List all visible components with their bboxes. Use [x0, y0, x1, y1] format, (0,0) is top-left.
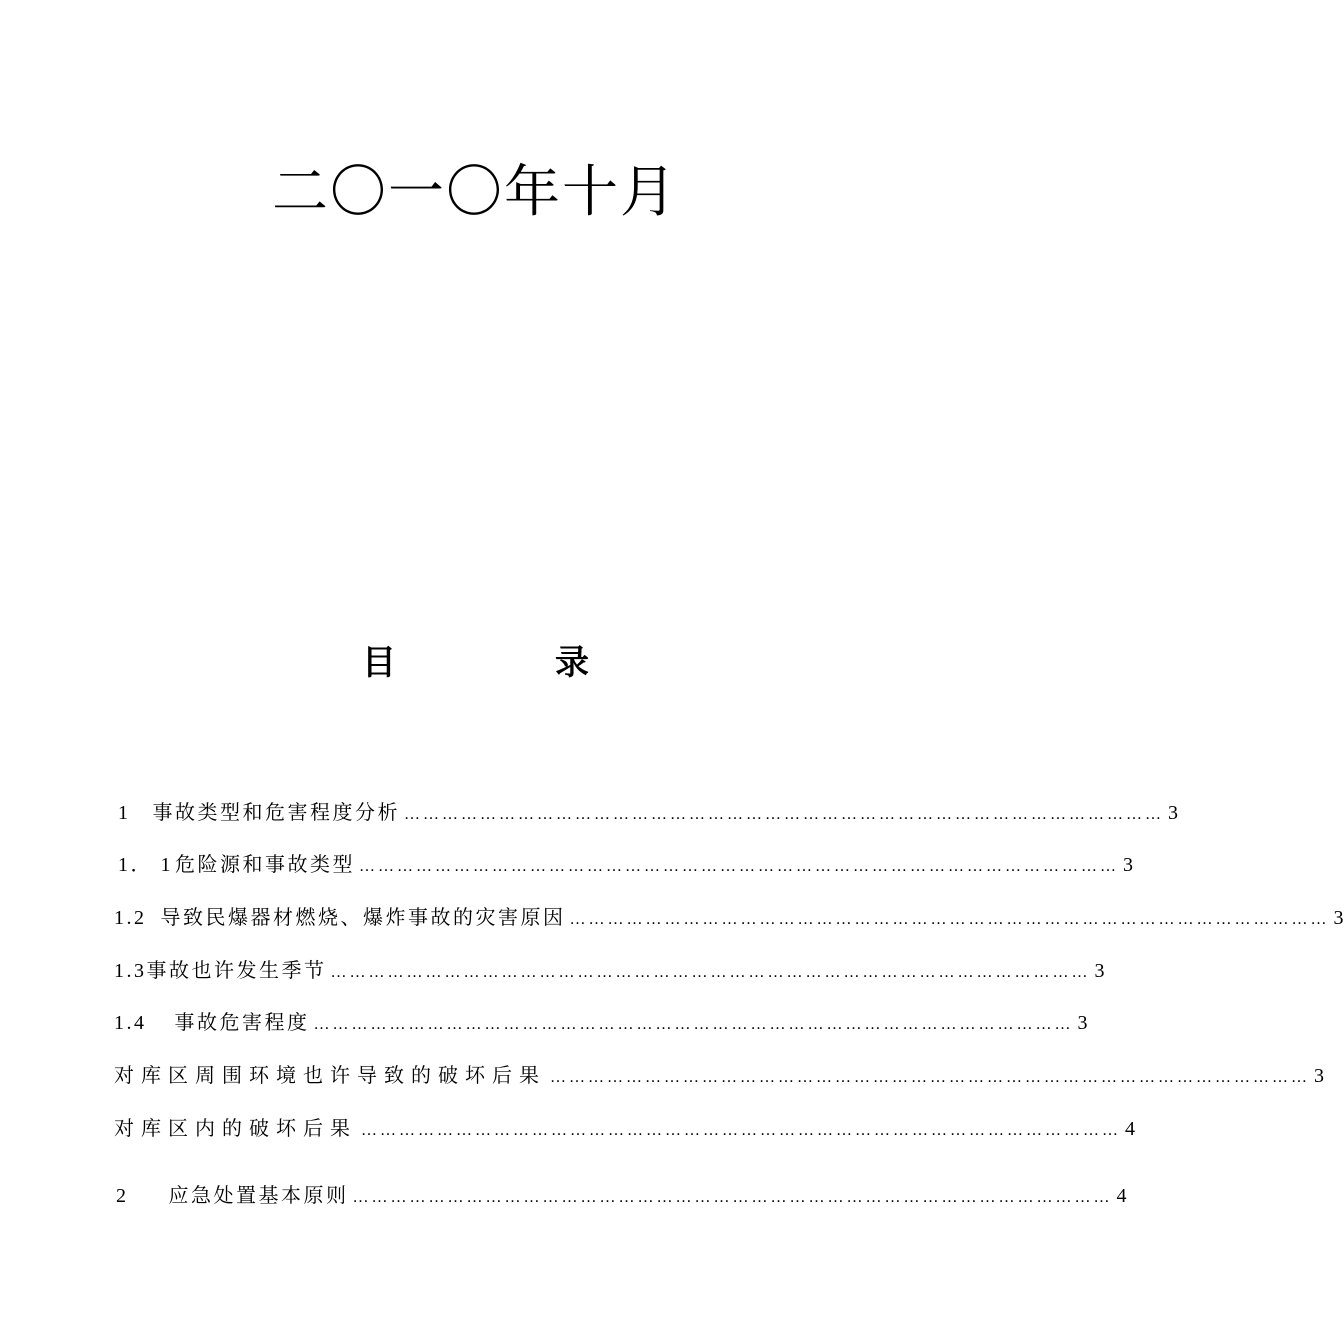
- toc-heading-left: 目: [362, 643, 396, 683]
- toc-entry-number: 1: [118, 802, 131, 824]
- toc-entry-label: 对库区内的破坏后果: [114, 1116, 357, 1140]
- toc-entry-page: 4: [1125, 1118, 1135, 1140]
- toc-entry[interactable]: [118, 848, 1133, 880]
- toc-entry-number: 2: [116, 1185, 129, 1207]
- toc-entry-page: 3: [1333, 907, 1344, 929]
- toc-entry-leader: …………………………………………………………………………………………………………: [404, 806, 1164, 823]
- toc-entry-label: 事故危害程度: [174, 1010, 310, 1034]
- toc-entry-number: 1.2: [114, 907, 147, 929]
- toc-entry-page: 3: [1077, 1012, 1088, 1034]
- toc-entry-label: 导致民爆器材燃烧、爆炸事故的灾害原因: [160, 905, 566, 929]
- toc-entry-label: 应急处置基本原则: [168, 1183, 349, 1207]
- toc-entry-label: 事故也许发生季节: [146, 958, 327, 982]
- toc-entry-leader: …………………………………………………………………………………………………………: [330, 964, 1091, 981]
- toc-entry-number: 1． 1: [118, 854, 173, 876]
- toc-entry[interactable]: [114, 1059, 1324, 1091]
- toc-entry-page: 4: [1116, 1185, 1127, 1207]
- toc-entry[interactable]: [114, 1112, 1135, 1144]
- cover-date: 二〇一〇年十月: [272, 160, 678, 225]
- toc-entry[interactable]: [116, 1179, 1127, 1211]
- toc-entry-label: 事故类型和危害程度分析: [152, 800, 400, 824]
- toc-entry[interactable]: [114, 901, 1344, 933]
- toc-entry-number: 1.4: [114, 1012, 147, 1034]
- toc-entry-number: 1.3: [114, 960, 147, 982]
- toc-entry-leader: …………………………………………………………………………………………………………: [352, 1189, 1113, 1206]
- toc-entry-label: 危险源和事故类型: [175, 852, 355, 876]
- toc-entry-leader: …………………………………………………………………………………………………………: [313, 1016, 1074, 1033]
- toc-entry-page: 3: [1168, 802, 1178, 824]
- toc-entry-label: 对库区周围环境也许导致的破坏后果: [114, 1063, 546, 1087]
- toc-entry-leader: …………………………………………………………………………………………………………: [361, 1122, 1121, 1139]
- toc-entry-leader: …………………………………………………………………………………………………………: [550, 1069, 1310, 1086]
- toc-entry-page: 3: [1094, 960, 1105, 982]
- toc-entry[interactable]: [118, 796, 1178, 828]
- toc-entry-leader: …………………………………………………………………………………………………………: [569, 911, 1330, 928]
- toc-heading-right: 录: [555, 643, 589, 683]
- toc-entry-page: 3: [1123, 854, 1133, 876]
- toc-entry-page: 3: [1314, 1065, 1324, 1087]
- toc-entry[interactable]: [114, 1006, 1088, 1038]
- toc-entry-leader: …………………………………………………………………………………………………………: [359, 858, 1119, 875]
- toc-entry[interactable]: [114, 954, 1105, 986]
